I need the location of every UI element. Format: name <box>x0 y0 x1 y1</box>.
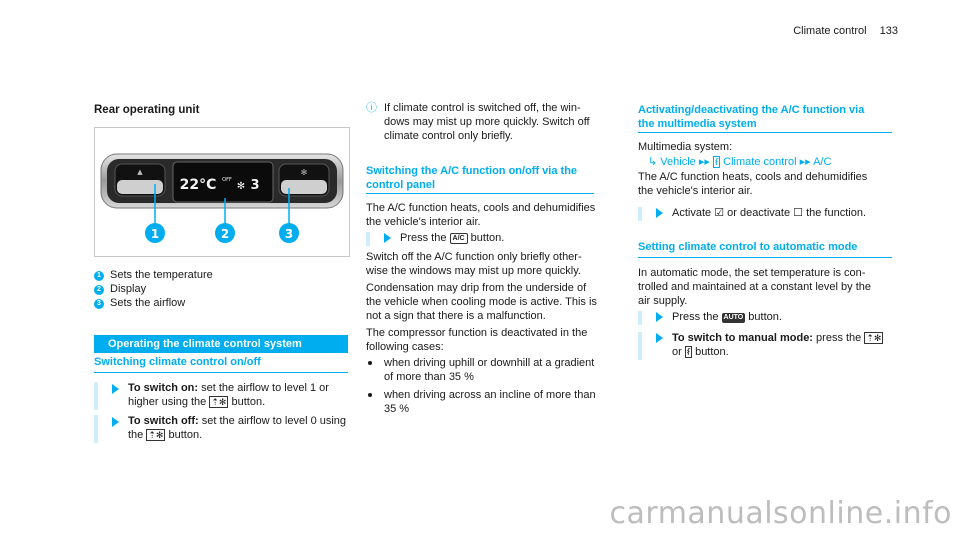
multimedia-ac-title: Activating/deactivating the A/C function via the multimedia system <box>638 104 865 130</box>
auto-key-icon: AUTO <box>723 314 744 321</box>
step-arrow-icon <box>656 312 663 322</box>
chapter-title: Climate control <box>793 25 867 37</box>
svg-text:✻: ✻ <box>236 181 246 192</box>
list-item: when driving across an incline of more than 35 % <box>384 389 596 415</box>
step-arrow-icon <box>112 417 119 427</box>
step-switch-on: To switch on: set the airflow to level 1 or <box>128 382 329 394</box>
paragraph: The A/C function heats, cools and dehumidifies the vehicle's interior air. <box>638 171 868 197</box>
section-banner: Operating the climate control system <box>94 335 348 353</box>
callout-2: 2 <box>220 227 230 241</box>
step-arrow-icon <box>656 333 663 343</box>
checkbox-empty-icon: ☐ <box>793 207 804 219</box>
path-ac: A/C <box>813 156 832 168</box>
svg-text:✻: ✻ <box>300 168 308 177</box>
paragraph: The A/C function heats, cools and dehumidifies the vehicle's interior air. <box>366 202 596 228</box>
airflow-key-icon: ⇡✻ <box>148 430 164 440</box>
section-rule <box>638 132 892 133</box>
control-panel-title: Switching the A/C function on/off via the control panel <box>366 165 578 191</box>
step-bar <box>94 415 98 443</box>
step-arrow-icon <box>656 208 663 218</box>
multimedia-label: Multimedia system: <box>638 141 733 153</box>
step-switch-off-line2: the ⇡✻ button. <box>128 429 203 441</box>
bullet <box>368 361 372 365</box>
path-chevron-icon: ▸▸ <box>799 156 814 168</box>
legend-list <box>94 268 213 310</box>
path-chevron-icon: ▸▸ <box>698 156 713 168</box>
path-vehicle: Vehicle <box>660 156 696 168</box>
rear-operating-unit-heading: Rear operating unit <box>94 104 200 116</box>
switching-on-off-title: Switching climate control on/off <box>94 356 261 368</box>
display-mode: OFF <box>222 177 232 183</box>
callout-1: 1 <box>150 227 160 241</box>
page-number: 133 <box>879 25 898 37</box>
rear-unit-illustration <box>95 128 349 256</box>
step-bar <box>366 232 370 246</box>
step-arrow-icon <box>384 233 391 243</box>
path-climate: Climate control <box>723 156 797 168</box>
automatic-mode-title: Setting climate control to automatic mode <box>638 241 858 253</box>
legend-item-1: 1 Sets the temperature <box>94 268 213 282</box>
info-icon: ⓘ <box>366 102 377 114</box>
list-item: when driving uphill or downhill at a gradient of more than 35 % <box>384 357 595 383</box>
step-bar <box>638 311 642 325</box>
paragraph: In automatic mode, the set temperature is con- trolled and maintained at a constant level by the air supply. <box>638 267 871 307</box>
step-manual-mode: To switch to manual mode: press the ⇡✻ <box>672 332 882 344</box>
step-bar <box>638 207 642 221</box>
legend-item-2: 2 Display <box>94 282 213 296</box>
airflow-key-icon: ⇡✻ <box>866 333 882 343</box>
path-arrow-icon: ↳ <box>648 156 661 168</box>
step-manual-mode-line2: or ẜ button. <box>672 346 729 358</box>
menu-path <box>648 155 831 169</box>
step-activate: Activate ☑ or deactivate ☐ the function. <box>672 207 867 219</box>
step-bar <box>94 382 98 410</box>
section-rule <box>94 372 348 373</box>
callout-3: 3 <box>284 227 294 241</box>
page-header <box>793 24 898 38</box>
step-bar <box>638 332 642 360</box>
checkbox-checked-icon: ☑ <box>714 207 725 219</box>
paragraph: Switch off the A/C function only briefly other- wise the windows may mist up more quickly. <box>366 251 582 277</box>
step-switch-on-line2: higher using the ⇡✻ button. <box>128 396 266 408</box>
step-arrow-icon <box>112 384 119 394</box>
watermark: carmanualsonline.info <box>609 496 952 531</box>
display-temp: 22°C <box>179 177 217 193</box>
section-rule <box>638 257 892 258</box>
air-distribution-key-icon: ẜ <box>686 347 691 357</box>
bullet <box>368 393 372 397</box>
step-switch-off: To switch off: set the airflow to level 0 using <box>128 415 347 427</box>
climate-icon: ẜ <box>714 157 719 167</box>
paragraph: The compressor function is deactivated in the following cases: <box>366 327 588 353</box>
display-fan: 3 <box>250 178 260 193</box>
step-press-auto: Press the AUTO button. <box>672 311 782 323</box>
rear-operating-unit-figure <box>94 127 350 257</box>
step-press-ac: Press the A/C button. <box>400 232 505 244</box>
paragraph: Condensation may drip from the underside of the vehicle when cooling mode is active. This is not a sign that there is a malfunction. <box>366 282 597 322</box>
legend-item-3: 3 Sets the airflow <box>94 296 213 310</box>
info-note: If climate control is switched off, the win- dows may mist up more quickly. Switch off climate control only briefly. <box>384 102 590 142</box>
airflow-key-icon: ⇡✻ <box>211 397 227 407</box>
svg-text:▲: ▲ <box>137 168 143 176</box>
section-rule <box>366 193 594 194</box>
ac-key-icon: A/C <box>450 233 468 244</box>
